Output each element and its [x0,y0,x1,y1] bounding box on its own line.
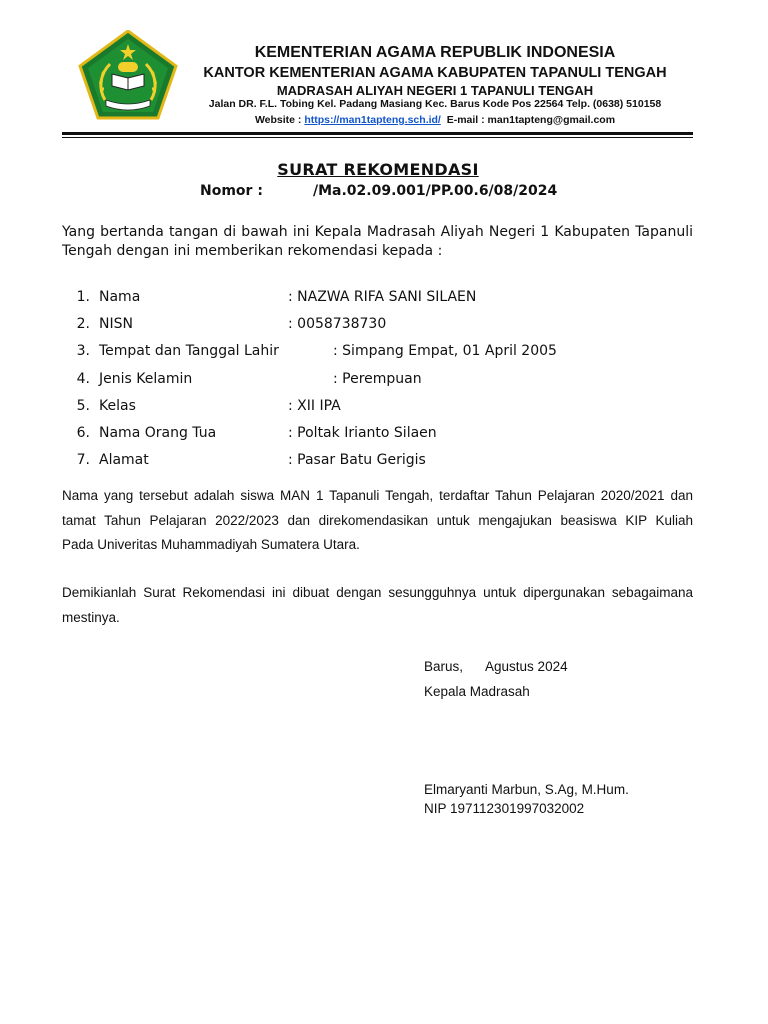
header-divider-thin [62,137,693,138]
item-label: Kelas [99,398,136,414]
ministry-name: KEMENTERIAN AGAMA REPUBLIK INDONESIA [254,44,616,61]
list-item [50,398,650,418]
signatory-nip: NIP 197112301997032002 [424,801,585,816]
email-address: man1tapteng@gmail.com [487,114,616,126]
signature-place: Barus, [424,659,464,674]
item-number: 7. [76,452,90,468]
item-label: Jenis Kelamin [99,371,193,387]
item-label: Alamat [99,452,149,468]
website-link[interactable]: https://man1tapteng.sch.id/ [304,114,441,126]
item-label: Nama [99,289,141,305]
paragraph-line: mestinya. [62,609,120,625]
item-value: : Pasar Batu Gerigis [288,452,426,468]
kemenag-emblem-icon [78,30,178,120]
item-value: : Perempuan [333,371,422,387]
item-number: 1. [76,289,90,305]
item-label: Nama Orang Tua [99,425,217,441]
paragraph-line: tamat Tahun Pelajaran 2022/2023 dan direkomendasikan untuk mengajukan beasiswa KIP Kuliah [62,512,693,528]
school-name: MADRASAH ALIYAH NEGERI 1 TAPANULI TENGAH [276,83,594,98]
list-item [50,343,650,363]
paragraph-line: Pada Univeritas Muhammadiyah Sumatera Utara. [62,537,360,552]
paragraph-line: Nama yang tersebut adalah siswa MAN 1 Tapanuli Tengah, terdaftar Tahun Pelajaran 2020/2021 dan [62,488,693,503]
contact-line [180,114,690,126]
intro-line: Yang bertanda tangan di bawah ini Kepala Madrasah Aliyah Negeri 1 Kabupaten Tapanuli [62,224,693,240]
item-number: 6. [76,425,90,441]
signature-position: Kepala Madrasah [424,684,530,699]
signatory-name: Elmaryanti Marbun, S.Ag, M.Hum. [424,782,629,797]
item-value: : NAZWA RIFA SANI SILAEN [288,289,477,305]
item-label: Tempat dan Tanggal Lahir [99,343,279,359]
item-number: 5. [76,398,90,414]
list-item [50,425,650,445]
nomor-label: Nomor : [200,183,263,199]
item-value: : 0058738730 [288,316,387,332]
item-number: 3. [76,343,90,359]
intro-line: Tengah dengan ini memberikan rekomendasi kepada : [62,243,443,259]
list-item [50,289,650,309]
item-label: NISN [99,316,133,332]
nomor-value: /Ma.02.09.001/PP.00.6/08/2024 [313,183,558,199]
letter-title: SURAT REKOMENDASI [277,160,479,179]
list-item [50,371,650,391]
item-value: : XII IPA [288,398,341,414]
closing-paragraph [62,581,693,630]
header-divider-thick [62,132,693,135]
address-line: Jalan DR. F.L. Tobing Kel. Padang Masiang Kec. Barus Kode Pos 22564 Telp. (0638) 510158 [208,98,662,110]
item-value: : Simpang Empat, 01 April 2005 [333,343,557,359]
signature-date: Agustus 2024 [485,659,568,674]
website-label: Website : [254,114,305,126]
item-number: 2. [76,316,90,332]
item-value: : Poltak Irianto Silaen [288,425,437,441]
office-name: KANTOR KEMENTERIAN AGAMA KABUPATEN TAPANULI TENGAH [203,65,667,81]
intro-paragraph [62,223,693,261]
paragraph-line: Demikianlah Surat Rekomendasi ini dibuat dengan sesungguhnya untuk dipergunakan sebagaimana [62,585,693,600]
email-label: E-mail : [446,114,488,126]
item-number: 4. [76,371,90,387]
signature-date-line [424,659,568,674]
list-item [50,316,650,336]
status-paragraph [62,484,693,558]
list-item [50,452,650,472]
